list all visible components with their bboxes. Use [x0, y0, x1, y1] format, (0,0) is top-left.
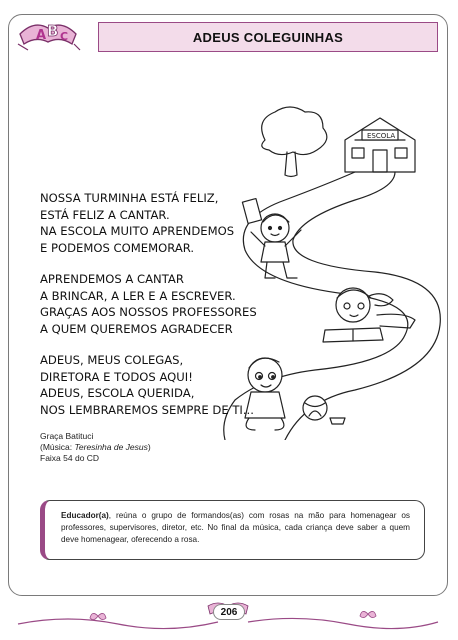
tree-icon: [262, 107, 327, 177]
school-building-icon: [345, 118, 415, 172]
note-text: , reúna o grupo de formandos(as) com rosas na mão para homenagear os professores, supervisores, diretor, etc. No final da música, cada criança deve saber a quem deve homenagear, oferecendo a rosa.: [61, 511, 410, 544]
abc-book-icon: [14, 14, 84, 54]
verse: ADEUS, MEUS COLEGAS,: [40, 353, 184, 367]
verse: NOSSA TURMINHA ESTÁ FELIZ,: [40, 191, 219, 205]
verse: A BRINCAR, A LER E A ESCREVER.: [40, 288, 236, 303]
song-credits: [40, 431, 240, 464]
music-reference: [40, 442, 240, 453]
butterfly-icon: [90, 613, 106, 619]
music-title: Teresinha de Jesus: [74, 442, 148, 452]
verse: GRAÇAS AOS NOSSOS PROFESSORES: [40, 305, 257, 319]
verse: NA ESCOLA MUITO APRENDEMOS: [40, 224, 235, 238]
verse: A QUEM QUEREMOS AGRADECER: [40, 321, 233, 336]
title-banner: [98, 22, 438, 52]
verse: NOS LEMBRAREMOS SEMPRE DE TI...: [40, 402, 254, 417]
stanza-1: [40, 190, 290, 256]
educator-note: [40, 500, 425, 560]
note-label: Educador(a): [61, 511, 109, 520]
verse: DIRETORA E TODOS AQUI!: [40, 369, 193, 384]
verse: APRENDEMOS A CANTAR: [40, 272, 184, 286]
page-number: 206: [213, 604, 245, 620]
music-suffix: ): [147, 442, 151, 452]
svg-text:C: C: [60, 30, 69, 43]
child-reading-icon: [323, 288, 415, 342]
song-lyrics: [40, 190, 290, 433]
stanza-3: [40, 352, 290, 418]
verse: ESTÁ FELIZ A CANTAR.: [40, 207, 170, 222]
verse: E PODEMOS COMEMORAR.: [40, 240, 195, 255]
page-title: ADEUS COLEGUINHAS: [192, 29, 344, 45]
author-name: Graça Batituci: [40, 431, 94, 441]
school-sign: ESCOLA: [367, 132, 396, 140]
svg-text:B: B: [47, 22, 59, 40]
butterfly-icon: [360, 611, 376, 617]
music-prefix: (Música:: [40, 442, 75, 452]
cd-track: Faixa 54 do CD: [40, 453, 100, 463]
verse: ADEUS, ESCOLA QUERIDA,: [40, 386, 195, 400]
stanza-2: [40, 271, 290, 337]
svg-text:A: A: [36, 28, 47, 43]
